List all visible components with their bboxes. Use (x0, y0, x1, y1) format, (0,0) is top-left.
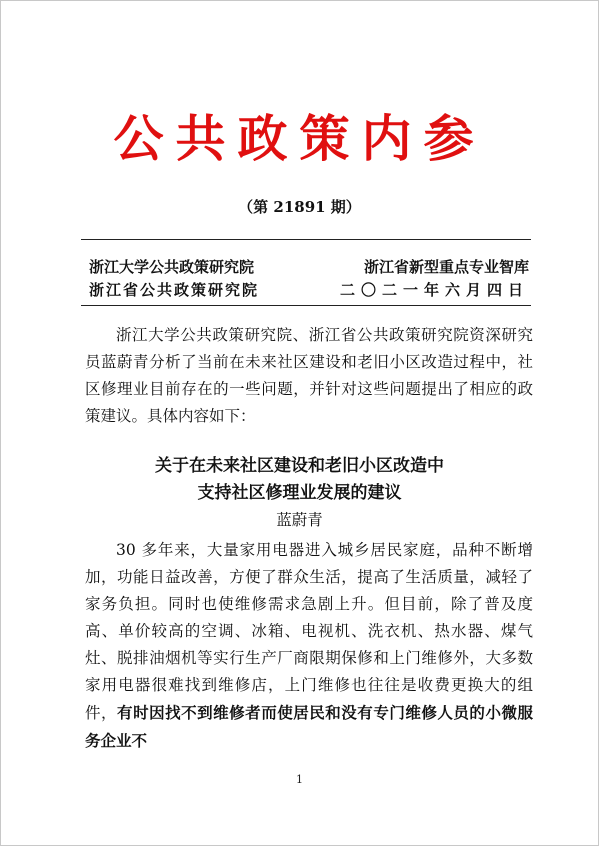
issue-date: 二〇二一年六月四日 (339, 281, 529, 299)
org-name-1: 浙江大学公共政策研究院 (89, 258, 255, 276)
intro-paragraph: 浙江大学公共政策研究院、浙江省公共政策研究院资深研究员蓝蔚青分析了当前在未来社区建设和老旧小区改造过程中，社区修理业目前存在的一些问题，并针对这些问题提出了相应的政策建议。具体内容如下： (85, 326, 533, 425)
article-title-line-2: 支持社区修理业发展的建议 (197, 483, 402, 503)
meta-row-2 (89, 280, 529, 300)
issue-number: （第 21891 期） (238, 198, 361, 216)
org-name-2: 浙江省公共政策研究院 (89, 281, 260, 299)
meta-row-1 (89, 257, 529, 277)
body-emphasis-text: 有时因找不到维修者而使居民和没有专门维修人员的小微服务企业不 (85, 703, 533, 750)
masthead-title: 公共政策内参 (113, 109, 486, 168)
article-body-paragraph (85, 537, 533, 755)
article-title-line-1: 关于在未来社区建设和老旧小区改造中 (155, 456, 444, 476)
think-tank-label: 浙江省新型重点专业智库 (363, 258, 529, 276)
header-rule-top (81, 239, 531, 240)
body-text: 30 多年来，大量家用电器进入城乡居民家庭，品种不断增加，功能日益改善，方便了群众生活，提高了生活质量，减轻了家务负担。同时也使维修需求急剧上升。但目前，除了普及度高、单价较高的空调、冰箱、电视机、洗衣机、热水器、煤气灶、脱排油烟机等实行生产厂商限期保修和上门维修外，大多数家用电器很难找到维修店，上门维修也往往是收费更换大的组件， (85, 541, 533, 722)
page-number: 1 (296, 773, 303, 786)
article-author: 蓝蔚青 (276, 511, 323, 529)
header-rule-bottom (81, 305, 531, 306)
article-title (1, 453, 598, 507)
